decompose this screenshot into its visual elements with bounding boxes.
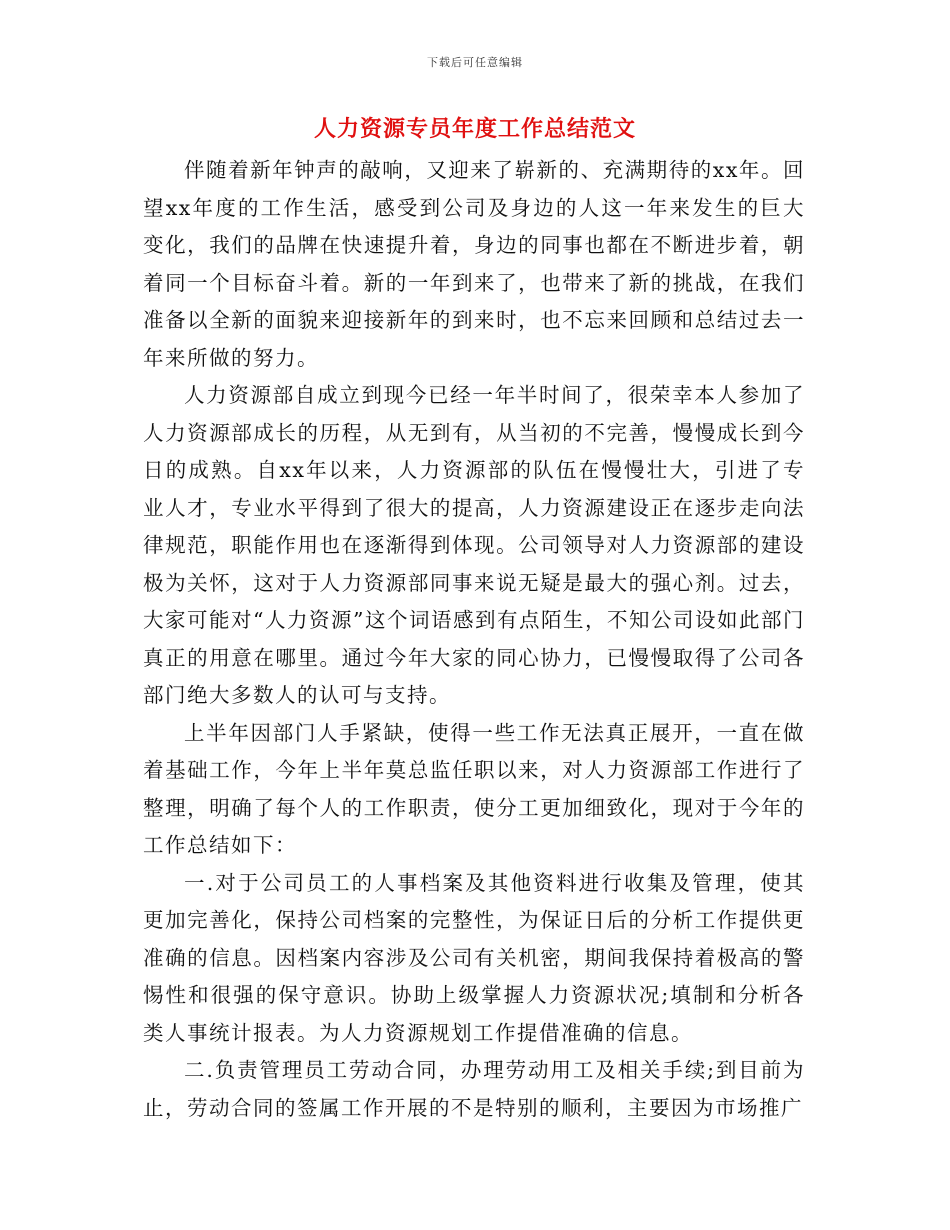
document-body [143, 152, 805, 1127]
paragraph-item-one: 一.对于公司员工的人事档案及其他资料进行收集及管理，使其更加完善化，保持公司档案的完整性，为保证日后的分析工作提供更准确的信息。因档案内容涉及公司有关机密，期间我保持着极高的警惕性和很强的保守意识。协助上级掌握人力资源状况;填制和分析各类人事统计报表。为人力资源规划工作提借准确的信息。 [143, 870, 805, 1045]
paragraph-item-two: 二.负责管理员工劳动合同，办理劳动用工及相关手续;到目前为止，劳动合同的签属工作开展的不是特别的顺利，主要因为市场推广 [143, 1058, 805, 1120]
document-title: 人力资源专员年度工作总结范文 [313, 116, 636, 142]
paragraph-first-half: 上半年因部门人手紧缺，使得一些工作无法真正展开，一直在做着基础工作，今年上半年莫总监任职以来，对人力资源部工作进行了整理，明确了每个人的工作职责，使分工更加细致化，现对于今年的工作总结如下： [143, 720, 805, 857]
header-note: 下载后可任意编辑 [427, 56, 523, 69]
paragraph-intro: 伴随着新年钟声的敲响，又迎来了崭新的、充满期待的xx年。回望xx年度的工作生活，感受到公司及身边的人这一年来发生的巨大变化，我们的品牌在快速提升着，身边的同事也都在不断进步着，朝着同一个目标奋斗着。新的一年到来了，也带来了新的挑战，在我们准备以全新的面貌来迎接新年的到来时，也不忘来回顾和总结过去一年来所做的努力。 [143, 158, 805, 370]
paragraph-department-history: 人力资源部自成立到现今已经一年半时间了，很荣幸本人参加了人力资源部成长的历程，从无到有，从当初的不完善，慢慢成长到今日的成熟。自xx年以来，人力资源部的队伍在慢慢壮大，引进了专业人才，专业水平得到了很大的提高，人力资源建设正在逐步走向法律规范，职能作用也在逐渐得到体现。公司领导对人力资源部的建设极为关怀，这对于人力资源部同事来说无疑是最大的强心剂。过去，大家可能对“人力资源”这个词语感到有点陌生，不知公司设如此部门真正的用意在哪里。通过今年大家的同心协力，已慢慢取得了公司各部门绝大多数人的认可与支持。 [143, 383, 805, 707]
